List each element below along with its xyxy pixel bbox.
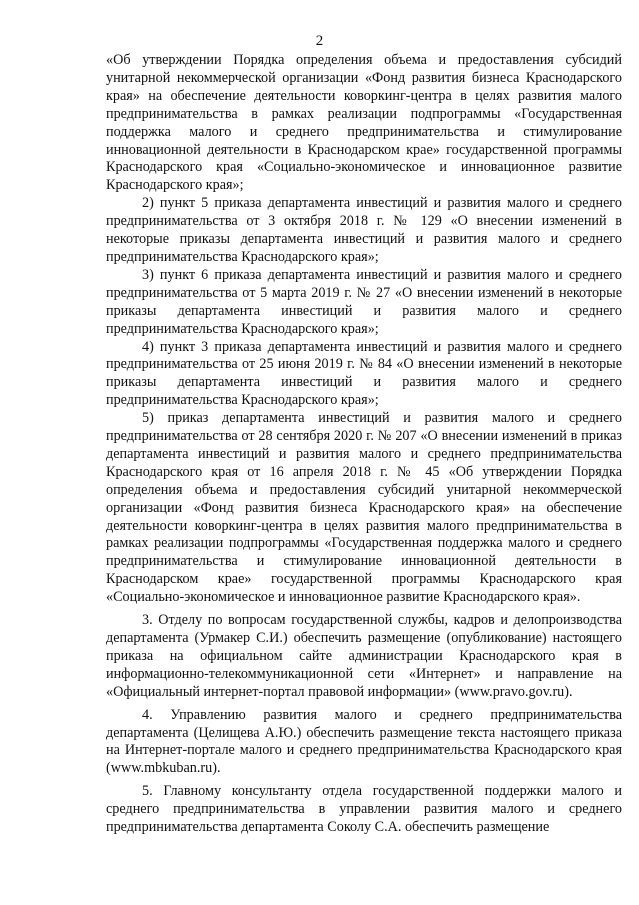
paragraph-item-3: 3) пункт 6 приказа департамента инвестиций и развития малого и среднего предпринимательства от 5 марта 2019 г. № 27 «О внесении изменений в некоторые приказы департамента инвестиций и развития малого и среднего предпринимательства Краснодарского края»; [106,266,622,337]
paragraph-item-2: 2) пункт 5 приказа департамента инвестиций и развития малого и среднего предпринимательства от 3 октября 2018 г. № 129 «О внесении изменений в некоторые приказы департамента инвестиций и развития малого и среднего предпринимательства Краснодарского края»; [106,195,622,265]
document-body [106,52,622,837]
paragraph-clause-3: 3. Отделу по вопросам государственной службы, кадров и делопроизводства департамента (Урмакер С.И.) обеспечить размещение (опубликование) настоящего приказа на официальном сайте администрации Краснодарского края в информационно-телекоммуникационной сети «Интернет» и направление на «Официальный интернет-портал правовой информации» (www.pravo.gov.ru). [106,612,622,700]
paragraph-clause-5: 5. Главному консультанту отдела государственной поддержки малого и среднего предпринимательства в управлении развития малого и среднего предпринимательства департамента Соколу С.А. обеспечить размещение [106,783,622,836]
paragraph-item-5: 5) приказ департамента инвестиций и развития малого и среднего предпринимательства от 28 сентября 2020 г. № 207 «О внесении изменений в приказ департамента инвестиций и развития малого и среднего предпринимательства Краснодарского края от 16 апреля 2018 г. № 45 «Об утверждении Порядка определения объема и предоставления субсидий унитарной некоммерческой организации «Фонд развития бизнеса Краснодарского края» на обеспечение деятельности коворкинг-центра в целях развития малого предпринимательства в рамках реализации подпрограммы «Государственная поддержка малого и среднего предпринимательства и стимулирование инновационной деятельности в Краснодарском крае» государственной программы Краснодарского края «Социально-экономическое и инновационное развитие Краснодарского края». [106,410,622,606]
paragraph-item-4: 4) пункт 3 приказа департамента инвестиций и развития малого и среднего предпринимательства от 25 июня 2019 г. № 84 «О внесении изменений в некоторые приказы департамента инвестиций и развития малого и среднего предпринимательства Краснодарского края»; [106,338,622,409]
paragraph-clause-4: 4. Управлению развития малого и среднего предпринимательства департамента (Целищева А.Ю.) обеспечить размещение текста настоящего приказа на Интернет-портале малого и среднего предпринимательства Краснодарского края (www.mbkuban.ru). [106,706,622,777]
page-number: 2 [315,33,324,49]
paragraph-order-title-continuation: «Об утверждении Порядка определения объема и предоставления субсидий унитарной некоммерческой организации «Фонд развития бизнеса Краснодарского края» на обеспечение деятельности коворкинг-центра в целях развития малого предпринимательства в рамках реализации подпрограммы «Государственная поддержка малого и среднего предпринимательства и стимулирование инновационной деятельности в Краснодарском крае» государственной программы Краснодарского края «Социально-экономическое и инновационное развитие Краснодарского края»; [106,52,622,194]
